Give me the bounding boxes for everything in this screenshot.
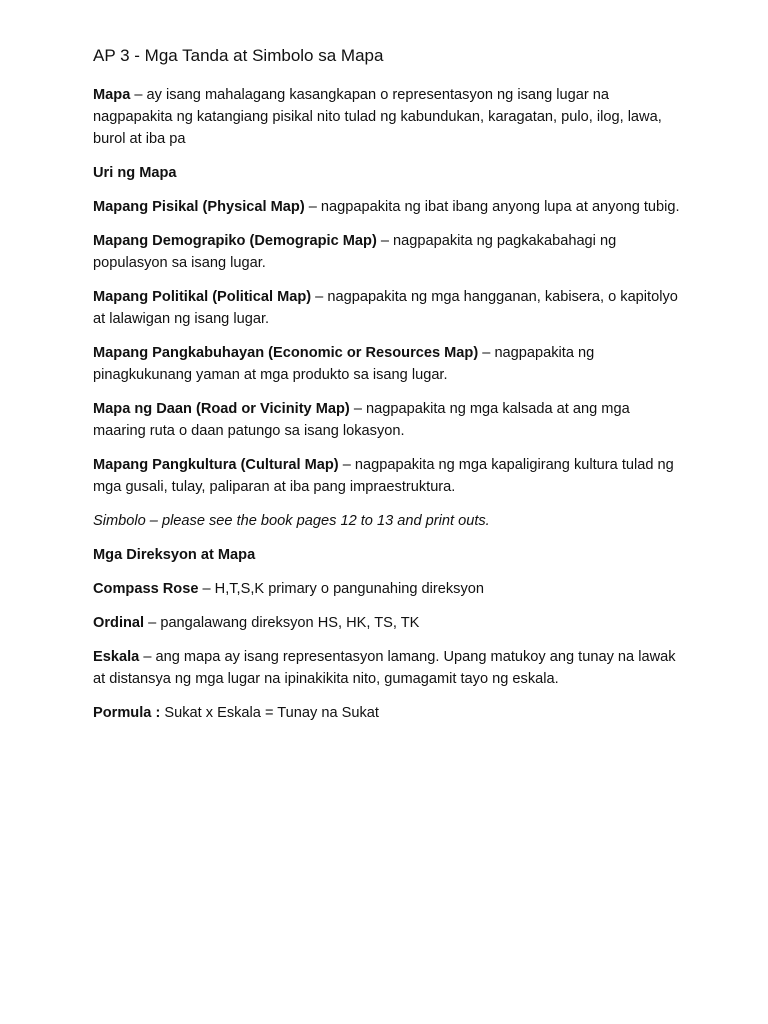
term-mapa: Mapa	[93, 87, 131, 103]
term-mapang-politikal: Mapang Politikal (Political Map)	[93, 289, 312, 305]
paragraph-pormula	[93, 702, 683, 724]
separator: –	[139, 649, 156, 665]
term-mapang-pisikal: Mapang Pisikal (Physical Map)	[93, 199, 305, 215]
paragraph-mapang-pangkultura	[93, 454, 683, 498]
term-mapa-ng-daan: Mapa ng Daan (Road or Vicinity Map)	[93, 401, 350, 417]
heading-mga-direksyon	[93, 544, 683, 566]
definition-compass-rose: H,T,S,K primary o pangunahing direksyon	[214, 581, 484, 597]
heading-uri-ng-mapa	[93, 162, 683, 184]
definition-mapang-demograpiko: nagpapakita ng pagkakabahagi ng populasyon sa isang lugar.	[93, 233, 617, 271]
definition-eskala: ang mapa ay isang representasyon lamang. Upang matukoy ang tunay na lawak at distansya ng mga lugar na ipinakikita nito, gumagamit tayo ng eskala.	[93, 649, 676, 687]
paragraph-mapa-ng-daan	[93, 398, 683, 442]
separator: –	[144, 615, 161, 631]
term-pormula: Pormula :	[93, 705, 161, 721]
paragraph-eskala	[93, 646, 683, 690]
section-heading: Mga Direksyon at Mapa	[93, 547, 256, 563]
term-ordinal: Ordinal	[93, 615, 145, 631]
document-title: AP 3 - Mga Tanda at Simbolo sa Mapa	[93, 46, 384, 65]
definition-mapang-pisikal: nagpapakita ng ibat ibang anyong lupa at anyong tubig.	[320, 199, 680, 215]
term-mapang-pangkabuhayan: Mapang Pangkabuhayan (Economic or Resources Map)	[93, 345, 479, 361]
separator: –	[376, 233, 394, 249]
paragraph-mapang-demograpiko	[93, 230, 683, 274]
definition-mapang-pangkabuhayan: nagpapakita ng pinagkukunang yaman at mga produkto sa isang lugar.	[93, 345, 595, 383]
paragraph-ordinal	[93, 612, 683, 634]
separator: –	[198, 581, 215, 597]
separator: –	[304, 199, 321, 215]
definition-mapa-ng-daan: nagpapakita ng mga kalsada at ang mga maaring ruta o daan patungo sa isang lokasyon.	[93, 401, 630, 439]
paragraph-mapang-pisikal	[93, 196, 683, 218]
paragraph-mapang-pangkabuhayan	[93, 342, 683, 386]
formula-text: Sukat x Eskala = Tunay na Sukat	[164, 705, 379, 721]
paragraph-simbolo-note	[93, 510, 683, 532]
separator: –	[349, 401, 367, 417]
separator: –	[338, 457, 355, 473]
paragraph-mapang-politikal	[93, 286, 683, 330]
definition-mapang-pangkultura: nagpapakita ng mga kapaligirang kultura tulad ng mga gusali, tulay, paliparan at iba pang impraestruktura.	[93, 457, 674, 495]
definition-ordinal: pangalawang direksyon HS, HK, TS, TK	[160, 615, 420, 631]
definition-mapang-politikal: nagpapakita ng mga hangganan, kabisera, o kapitolyo at lalawigan ng isang lugar.	[93, 289, 678, 327]
section-heading: Uri ng Mapa	[93, 165, 177, 181]
term-eskala: Eskala	[93, 649, 140, 665]
separator: –	[130, 87, 147, 103]
term-compass-rose: Compass Rose	[93, 581, 199, 597]
term-mapang-pangkultura: Mapang Pangkultura (Cultural Map)	[93, 457, 339, 473]
definition-mapa: ay isang mahalagang kasangkapan o representasyon ng isang lugar na nagpapakita ng katangiang pisikal nito tulad ng kabundukan, karagatan, pulo, ilog, lawa, burol at iba pa	[93, 87, 662, 147]
paragraph-mapa	[93, 84, 683, 150]
separator: –	[311, 289, 328, 305]
document-page	[93, 44, 683, 736]
paragraph-compass-rose	[93, 578, 683, 600]
term-mapang-demograpiko: Mapang Demograpiko (Demograpic Map)	[93, 233, 377, 249]
simbolo-note: Simbolo – please see the book pages 12 to 13 and print outs.	[93, 513, 490, 529]
separator: –	[478, 345, 495, 361]
